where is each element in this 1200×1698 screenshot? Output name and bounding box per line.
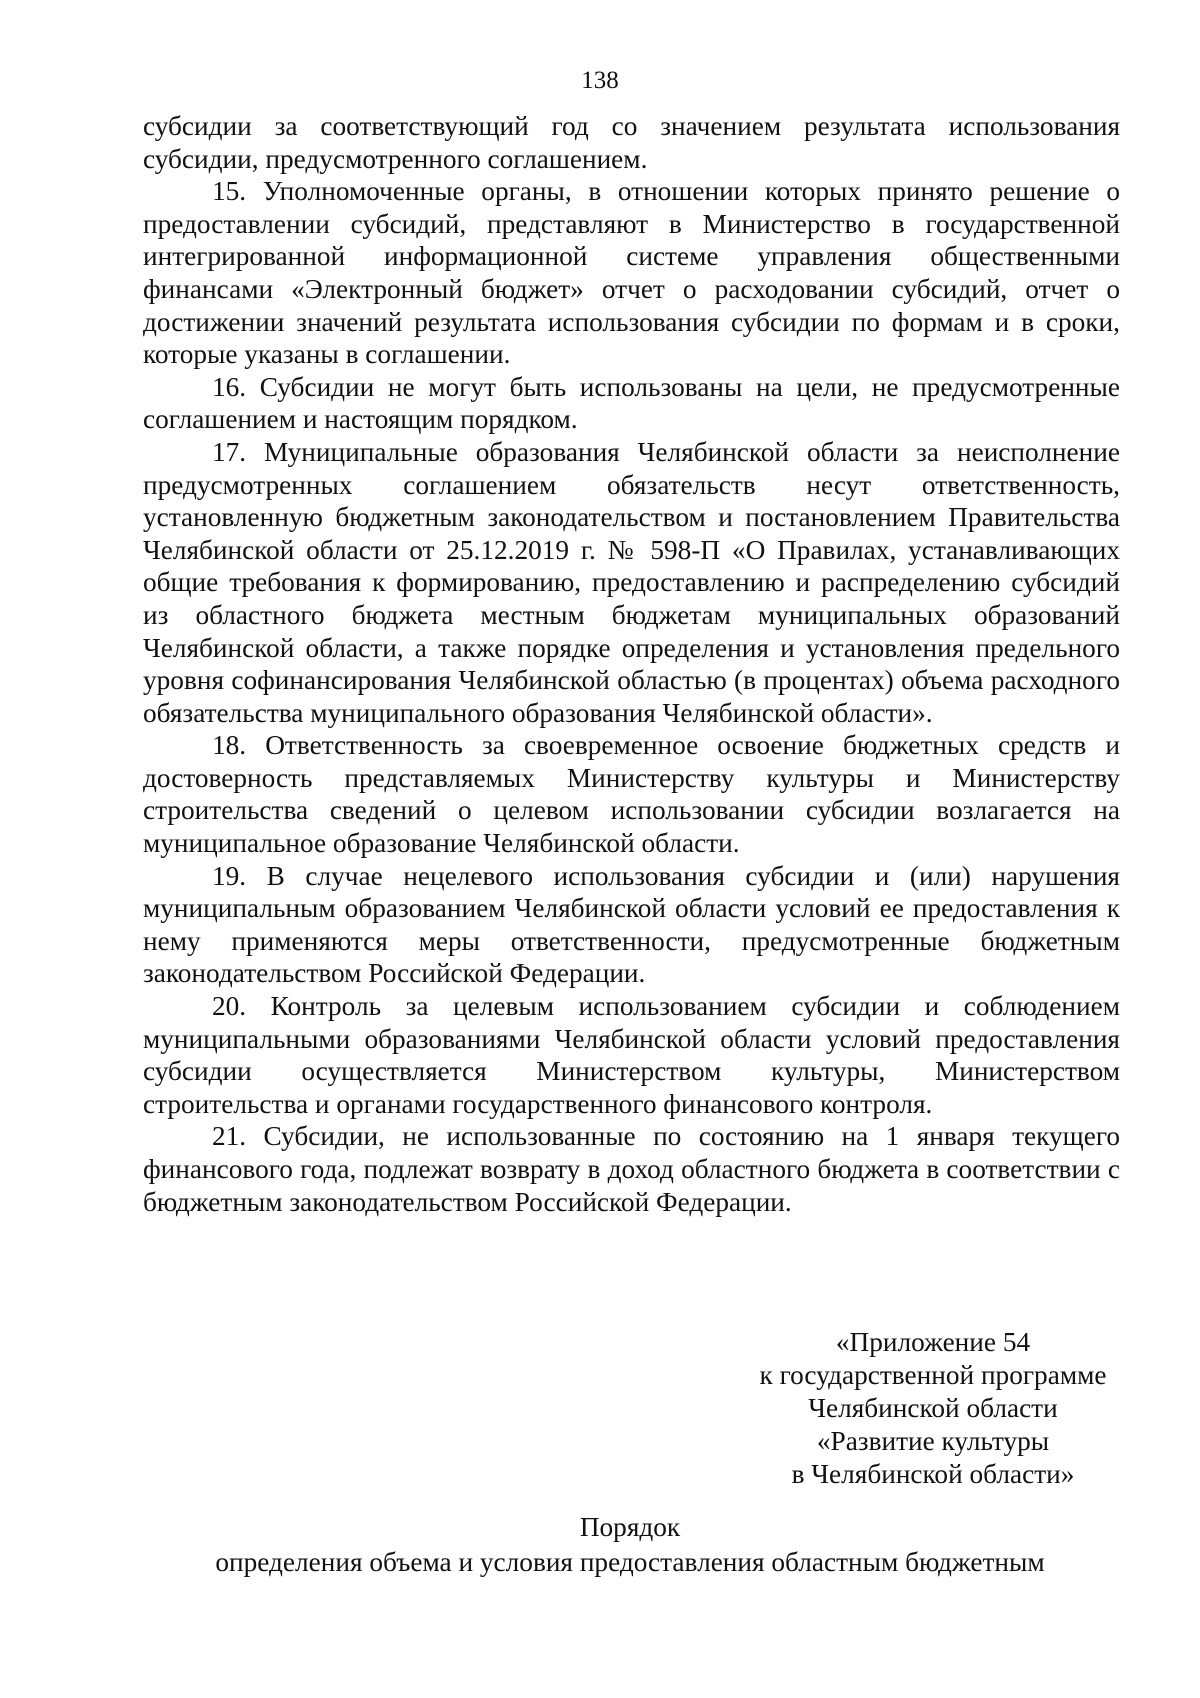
appendix-line: «Развитие культуры: [816, 1426, 1050, 1456]
heading-title: Порядок: [579, 1512, 681, 1542]
appendix-reference: [738, 1326, 1128, 1491]
paragraph-20: 20. Контроль за целевым использованием субсидии и соблюдением муниципальными образованиями Челябинской области условий предоставления субсидии осуществляется Министерством культуры, Министерством строительства и органами государственного финансового контроля.: [143, 991, 1120, 1119]
document-body: [143, 110, 1120, 1218]
heading-subtitle: определения объема и условия предоставления областным бюджетным: [215, 1547, 1045, 1577]
paragraph-19: 19. В случае нецелевого использования субсидии и (или) нарушения муниципальным образованием Челябинской области условий ее предоставления к нему применяются меры ответственности, предусмотренные бюджетным законодательством Российской Федерации.: [143, 860, 1120, 989]
appendix-line: «Приложение 54: [835, 1327, 1031, 1357]
paragraph-continuation: субсидии за соответствующий год со значением результата использования субсидии, предусмотренного соглашением.: [143, 111, 1120, 174]
paragraph-21: 21. Субсидии, не использованные по состоянию на 1 января текущего финансового года, подлежат возврату в доход областного бюджета в соответствии с бюджетным законодательством Российской Федерации.: [143, 1121, 1120, 1217]
page-number: 138: [581, 67, 619, 94]
appendix-line: к государственной программе: [759, 1360, 1107, 1390]
appendix-line: Челябинской области: [808, 1393, 1058, 1423]
section-heading: [0, 1510, 1200, 1580]
paragraph-18: 18. Ответственность за своевременное освоение бюджетных средств и достоверность представляемых Министерству культуры и Министерству строительства сведений о целевом использовании субсидии возлагается на муниципальное образование Челябинской области.: [143, 730, 1120, 859]
paragraph-17: 17. Муниципальные образования Челябинской области за неисполнение предусмотренных соглашением обязательств несут ответственность, установленную бюджетным законодательством и постановлением Правительства Челябинской области от 25.12.2019 г. № 598-П «О Правилах, устанавливающих общие требования к формированию, предоставлению и распределению субсидий из областного бюджета местным бюджетам муниципальных образований Челябинской области, а также порядке определения и установления предельного уровня софинансирования Челябинской областью (в процентах) объема расходного обязательства муниципального образования Челябинской области».: [143, 436, 1120, 728]
appendix-line: в Челябинской области»: [791, 1459, 1075, 1489]
paragraph-15: 15. Уполномоченные органы, в отношении которых принято решение о предоставлении субсидий, представляют в Министерство в государственной интегрированной информационной системе управления общественными финансами «Электронный бюджет» отчет о расходовании субсидий, отчет о достижении значений результата использования субсидии по формам и в сроки, которые указаны в соглашении.: [143, 176, 1120, 370]
paragraph-16: 16. Субсидии не могут быть использованы на цели, не предусмотренные соглашением и настоящим порядком.: [143, 371, 1120, 435]
